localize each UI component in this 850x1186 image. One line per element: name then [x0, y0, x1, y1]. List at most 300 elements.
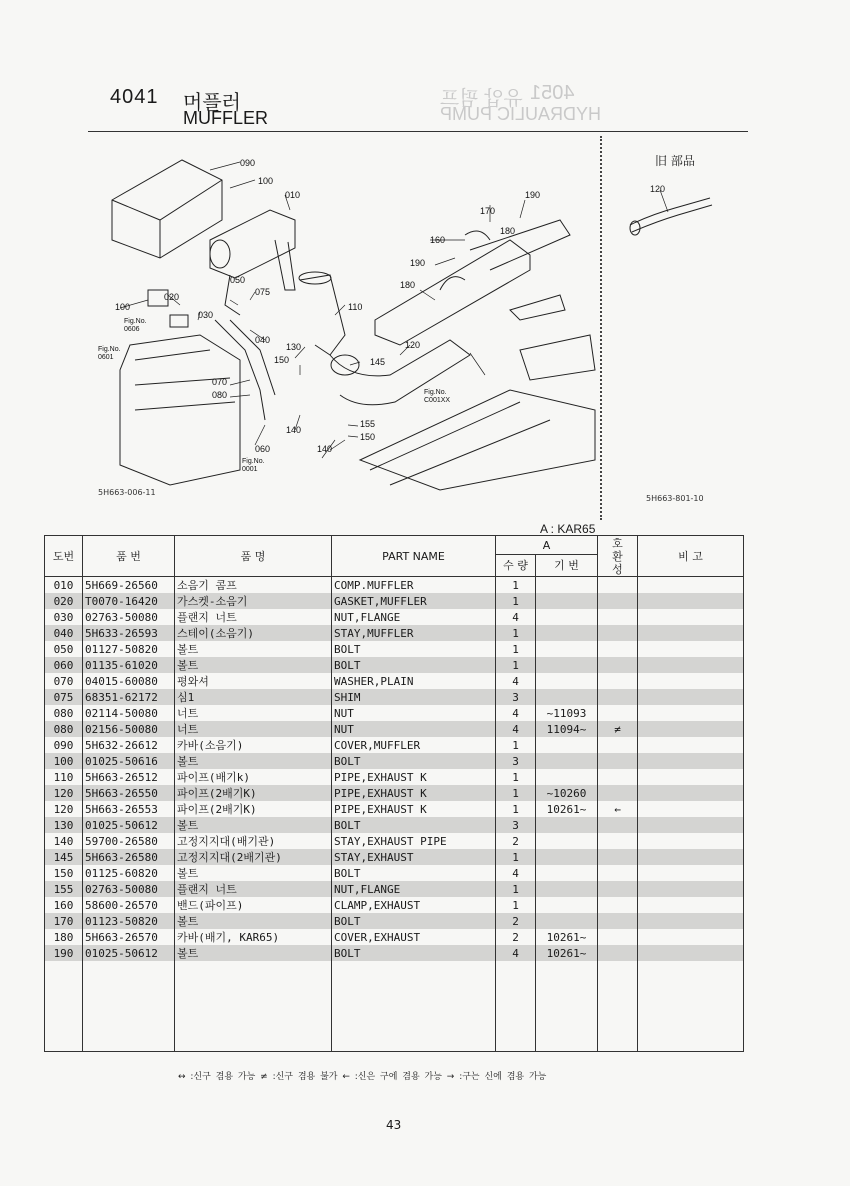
- row-interchange: [598, 929, 638, 945]
- row-name-ko: 스테이(소음기): [175, 625, 332, 641]
- figure-code-right: 5H663-801-10: [646, 494, 704, 503]
- col-header-qty: 수 량: [496, 555, 536, 577]
- clamp-shape: [465, 231, 490, 240]
- old-part-sketch: [620, 180, 730, 240]
- table-row: [45, 785, 744, 801]
- col-header-interchange: 호 환 성: [598, 536, 638, 577]
- row-serial: 11094~: [536, 721, 598, 737]
- exploded-diagram: [90, 140, 600, 510]
- ghost-header-title-en: HYDRAULIC PUMP: [440, 104, 602, 124]
- callout-075: 075: [255, 287, 271, 297]
- col-header-part-name: PART NAME: [332, 536, 496, 577]
- row-serial: ~11093: [536, 705, 598, 721]
- fig-ref-label: Fig.No.: [424, 389, 447, 396]
- parts-table-body: [45, 577, 744, 1052]
- row-interchange: [598, 625, 638, 641]
- table-row: [45, 721, 744, 737]
- callout-120: 120: [405, 340, 421, 350]
- row-qty: 1: [496, 737, 536, 753]
- row-serial: [536, 753, 598, 769]
- callout-180a: 180: [400, 280, 416, 290]
- row-no: 040: [45, 625, 83, 641]
- row-no: 155: [45, 881, 83, 897]
- callout-100a: 100: [258, 176, 274, 186]
- row-qty: 1: [496, 801, 536, 817]
- row-serial: [536, 593, 598, 609]
- callout-150a: 150: [274, 355, 290, 365]
- table-row: [45, 769, 744, 785]
- row-interchange: [598, 577, 638, 594]
- row-part-name: COMP.MUFFLER: [332, 577, 496, 594]
- row-serial: [536, 577, 598, 594]
- exhaust-pipe-2-shape: [330, 340, 470, 405]
- col-header-remarks: 비 고: [638, 536, 744, 577]
- muffler-cover-edge: [112, 180, 222, 220]
- row-remarks: [638, 641, 744, 657]
- callout-080: 080: [212, 390, 228, 400]
- callout-060: 060: [255, 444, 271, 454]
- row-part-no: T0070-16420: [83, 593, 175, 609]
- callout-190a: 190: [525, 190, 541, 200]
- row-name-ko: 볼트: [175, 657, 332, 673]
- row-qty: 2: [496, 913, 536, 929]
- blank-cell: [598, 961, 638, 1052]
- row-part-no: 02763-50080: [83, 881, 175, 897]
- row-qty: 4: [496, 673, 536, 689]
- row-no: 060: [45, 657, 83, 673]
- fig-ref-code: 0601: [98, 354, 114, 361]
- ghost-header-code: 4051: [530, 82, 575, 104]
- model-label: A : KAR65: [540, 522, 596, 536]
- row-serial: [536, 913, 598, 929]
- row-no: 020: [45, 593, 83, 609]
- table-row: [45, 833, 744, 849]
- callout-180b: 180: [500, 226, 516, 236]
- blank-cell: [332, 961, 496, 1052]
- row-qty: 1: [496, 577, 536, 594]
- exhaust-cover-shape: [375, 240, 530, 345]
- row-remarks: [638, 657, 744, 673]
- row-remarks: [638, 801, 744, 817]
- row-part-no: 5H663-26570: [83, 929, 175, 945]
- table-blank-area: [45, 961, 744, 1052]
- row-interchange: [598, 865, 638, 881]
- row-name-ko: 심1: [175, 689, 332, 705]
- row-part-name: BOLT: [332, 753, 496, 769]
- row-part-no: 5H632-26612: [83, 737, 175, 753]
- row-remarks: [638, 897, 744, 913]
- row-remarks: [638, 833, 744, 849]
- row-remarks: [638, 865, 744, 881]
- row-name-ko: 소음기 콤프: [175, 577, 332, 594]
- table-row: [45, 817, 744, 833]
- row-part-name: BOLT: [332, 865, 496, 881]
- row-qty: 2: [496, 833, 536, 849]
- row-no: 075: [45, 689, 83, 705]
- fig-ref-code: 0606: [124, 326, 140, 333]
- row-name-ko: 플랜지 너트: [175, 881, 332, 897]
- row-name-ko: 볼트: [175, 865, 332, 881]
- row-part-no: 02114-50080: [83, 705, 175, 721]
- row-interchange: [598, 769, 638, 785]
- row-remarks: [638, 817, 744, 833]
- row-remarks: [638, 577, 744, 594]
- row-name-ko: 카바(소음기): [175, 737, 332, 753]
- old-pipe-shape: [630, 198, 712, 232]
- ghost-header-title-ko: 유압 펌프: [440, 88, 523, 110]
- table-row: [45, 753, 744, 769]
- table-row: [45, 849, 744, 865]
- row-qty: 1: [496, 769, 536, 785]
- row-no: 050: [45, 641, 83, 657]
- header-rule: [88, 131, 748, 132]
- table-row: [45, 673, 744, 689]
- row-name-ko: 너트: [175, 721, 332, 737]
- row-part-name: NUT: [332, 721, 496, 737]
- row-part-name: BOLT: [332, 913, 496, 929]
- muffler-inlet-shape: [210, 240, 230, 268]
- callout-160: 160: [430, 235, 446, 245]
- row-no: 110: [45, 769, 83, 785]
- callout-010: 010: [285, 190, 301, 200]
- row-remarks: [638, 769, 744, 785]
- row-part-no: 02763-50080: [83, 609, 175, 625]
- fig-ref-code: C001XX: [424, 397, 451, 404]
- row-remarks: [638, 945, 744, 961]
- row-no: 100: [45, 753, 83, 769]
- row-serial: [536, 609, 598, 625]
- row-part-no: 5H663-26580: [83, 849, 175, 865]
- blank-cell: [496, 961, 536, 1052]
- row-qty: 4: [496, 609, 536, 625]
- row-serial: 10261~: [536, 929, 598, 945]
- row-serial: [536, 641, 598, 657]
- col-header-no: 도번: [45, 536, 83, 577]
- row-no: 150: [45, 865, 83, 881]
- row-qty: 4: [496, 865, 536, 881]
- row-serial: [536, 865, 598, 881]
- row-qty: 3: [496, 817, 536, 833]
- row-part-name: NUT,FLANGE: [332, 881, 496, 897]
- row-no: 080: [45, 705, 83, 721]
- row-interchange: [598, 753, 638, 769]
- row-part-no: 5H663-26512: [83, 769, 175, 785]
- section-title-en: MUFFLER: [183, 108, 268, 128]
- row-serial: [536, 833, 598, 849]
- row-interchange: [598, 817, 638, 833]
- row-qty: 3: [496, 689, 536, 705]
- table-row: [45, 737, 744, 753]
- table-row: [45, 913, 744, 929]
- row-interchange: [598, 593, 638, 609]
- row-serial: 10261~: [536, 801, 598, 817]
- row-name-ko: 가스켓-소음기: [175, 593, 332, 609]
- callout-140b: 140: [317, 444, 333, 454]
- row-remarks: [638, 913, 744, 929]
- row-part-name: COVER,MUFFLER: [332, 737, 496, 753]
- row-qty: 1: [496, 849, 536, 865]
- row-name-ko: 볼트: [175, 753, 332, 769]
- row-part-no: 68351-62172: [83, 689, 175, 705]
- callout-145: 145: [370, 357, 386, 367]
- row-part-name: PIPE,EXHAUST K: [332, 769, 496, 785]
- row-part-name: BOLT: [332, 641, 496, 657]
- callout-150b: 150: [360, 432, 376, 442]
- row-name-ko: 볼트: [175, 641, 332, 657]
- callout-040: 040: [255, 335, 271, 345]
- row-part-no: 5H669-26560: [83, 577, 175, 594]
- row-name-ko: 플랜지 너트: [175, 609, 332, 625]
- row-name-ko: 볼트: [175, 817, 332, 833]
- row-qty: 1: [496, 785, 536, 801]
- row-remarks: [638, 673, 744, 689]
- blank-cell: [175, 961, 332, 1052]
- row-part-name: SHIM: [332, 689, 496, 705]
- section-title-ko: 머플러: [183, 92, 241, 114]
- row-part-no: 01025-50612: [83, 817, 175, 833]
- row-qty: 1: [496, 657, 536, 673]
- row-interchange: ≠: [598, 721, 638, 737]
- blank-cell: [83, 961, 175, 1052]
- callout-130: 130: [286, 342, 302, 352]
- callout-170: 170: [480, 206, 496, 216]
- row-serial: [536, 657, 598, 673]
- row-remarks: [638, 721, 744, 737]
- row-part-name: COVER,EXHAUST: [332, 929, 496, 945]
- row-interchange: ←: [598, 801, 638, 817]
- row-no: 120: [45, 801, 83, 817]
- row-interchange: [598, 833, 638, 849]
- row-remarks: [638, 881, 744, 897]
- blank-cell: [638, 961, 744, 1052]
- callout-020: 020: [164, 292, 180, 302]
- row-serial: 10261~: [536, 945, 598, 961]
- row-serial: [536, 769, 598, 785]
- row-name-ko: 파이프(2배기K): [175, 801, 332, 817]
- table-row: [45, 945, 744, 961]
- table-row: [45, 689, 744, 705]
- row-remarks: [638, 737, 744, 753]
- row-qty: 1: [496, 641, 536, 657]
- row-serial: [536, 689, 598, 705]
- interchange-legend: ↔ :신구 겸용 가능 ≠ :신구 겸용 불가 ← :신은 구에 겸용 가능 → :구는 신에 겸용 가능: [178, 1072, 547, 1082]
- table-row: [45, 897, 744, 913]
- figure-code-left: 5H663-006-11: [98, 488, 156, 497]
- row-name-ko: 카바(배기, KAR65): [175, 929, 332, 945]
- row-no: 145: [45, 849, 83, 865]
- row-part-name: PIPE,EXHAUST K: [332, 785, 496, 801]
- row-no: 080: [45, 721, 83, 737]
- callout-155: 155: [360, 419, 376, 429]
- row-remarks: [638, 785, 744, 801]
- exhaust-outlet-shape: [510, 295, 565, 320]
- frame-bracket-shape: [520, 335, 595, 380]
- row-interchange: [598, 913, 638, 929]
- row-serial: [536, 881, 598, 897]
- row-remarks: [638, 753, 744, 769]
- row-interchange: [598, 609, 638, 625]
- row-part-name: BOLT: [332, 657, 496, 673]
- fig-ref-label: Fig.No.: [98, 346, 121, 353]
- row-qty: 4: [496, 705, 536, 721]
- row-serial: [536, 673, 598, 689]
- row-interchange: [598, 641, 638, 657]
- exhaust-cover-seam: [440, 277, 465, 290]
- table-row: [45, 929, 744, 945]
- row-part-no: 04015-60080: [83, 673, 175, 689]
- row-no: 170: [45, 913, 83, 929]
- row-name-ko: 볼트: [175, 913, 332, 929]
- row-no: 010: [45, 577, 83, 594]
- table-row: [45, 625, 744, 641]
- table-row: [45, 865, 744, 881]
- blank-cell: [536, 961, 598, 1052]
- exhaust-pipe-shape: [300, 275, 345, 355]
- row-interchange: [598, 657, 638, 673]
- row-qty: 1: [496, 897, 536, 913]
- muffler-tail-shape: [275, 240, 295, 290]
- row-part-no: 5H663-26550: [83, 785, 175, 801]
- row-part-name: STAY,MUFFLER: [332, 625, 496, 641]
- row-part-no: 01127-50820: [83, 641, 175, 657]
- row-no: 130: [45, 817, 83, 833]
- row-name-ko: 너트: [175, 705, 332, 721]
- frame-shape: [360, 390, 595, 490]
- row-qty: 1: [496, 881, 536, 897]
- row-serial: [536, 737, 598, 753]
- frame-rails-shape: [370, 402, 550, 485]
- row-part-name: STAY,EXHAUST PIPE: [332, 833, 496, 849]
- row-part-no: 01025-50612: [83, 945, 175, 961]
- table-row: [45, 641, 744, 657]
- row-qty: 4: [496, 945, 536, 961]
- row-name-ko: 고정지지대(배기관): [175, 833, 332, 849]
- row-part-name: NUT,FLANGE: [332, 609, 496, 625]
- gasket-shape: [170, 315, 188, 327]
- col-header-part-no: 품 번: [83, 536, 175, 577]
- row-no: 090: [45, 737, 83, 753]
- row-interchange: [598, 705, 638, 721]
- row-part-no: 01025-50616: [83, 753, 175, 769]
- col-header-serial: 기 번: [536, 555, 598, 577]
- table-row: [45, 657, 744, 673]
- row-no: 180: [45, 929, 83, 945]
- callout-100b: 100: [115, 302, 131, 312]
- row-remarks: [638, 625, 744, 641]
- page-number: 43: [386, 1118, 402, 1132]
- blank-cell: [45, 961, 83, 1052]
- row-part-name: BOLT: [332, 817, 496, 833]
- row-part-no: 5H663-26553: [83, 801, 175, 817]
- fig-ref-label: Fig.No.: [124, 318, 147, 325]
- row-interchange: [598, 737, 638, 753]
- row-interchange: [598, 897, 638, 913]
- callout-090: 090: [240, 158, 256, 168]
- row-no: 140: [45, 833, 83, 849]
- row-interchange: [598, 881, 638, 897]
- row-part-name: PIPE,EXHAUST K: [332, 801, 496, 817]
- exhaust-tail-pipe-shape: [470, 220, 570, 270]
- muffler-cover-shape: [112, 160, 222, 258]
- row-qty: 1: [496, 593, 536, 609]
- row-interchange: [598, 945, 638, 961]
- row-name-ko: 파이프(2배기K): [175, 785, 332, 801]
- fig-ref-code: 0001: [242, 466, 258, 473]
- row-serial: ~10260: [536, 785, 598, 801]
- row-serial: [536, 625, 598, 641]
- callout-070: 070: [212, 377, 228, 387]
- row-interchange: [598, 673, 638, 689]
- row-part-no: 02156-50080: [83, 721, 175, 737]
- row-remarks: [638, 593, 744, 609]
- row-part-name: WASHER,PLAIN: [332, 673, 496, 689]
- row-name-ko: 파이프(배기k): [175, 769, 332, 785]
- table-row: [45, 705, 744, 721]
- row-part-no: 58600-26570: [83, 897, 175, 913]
- row-part-name: CLAMP,EXHAUST: [332, 897, 496, 913]
- parts-table: [44, 535, 744, 1052]
- old-part-callout: 120: [650, 184, 666, 194]
- row-part-no: 01125-60820: [83, 865, 175, 881]
- table-row: [45, 881, 744, 897]
- table-row: [45, 593, 744, 609]
- callout-190b: 190: [410, 258, 426, 268]
- row-remarks: [638, 929, 744, 945]
- col-header-group-a: A: [496, 536, 598, 555]
- old-parts-label: 旧 部品: [655, 154, 695, 168]
- fig-ref-label: Fig.No.: [242, 458, 265, 465]
- row-interchange: [598, 849, 638, 865]
- row-no: 030: [45, 609, 83, 625]
- callout-050: 050: [230, 275, 246, 285]
- section-code: 4041: [110, 86, 159, 108]
- callout-140a: 140: [286, 425, 302, 435]
- table-row: [45, 577, 744, 594]
- col-header-name-ko: 품 명: [175, 536, 332, 577]
- row-remarks: [638, 705, 744, 721]
- callout-030: 030: [198, 310, 214, 320]
- row-part-no: 5H633-26593: [83, 625, 175, 641]
- callout-110: 110: [348, 302, 363, 312]
- row-name-ko: 볼트: [175, 945, 332, 961]
- row-qty: 4: [496, 721, 536, 737]
- row-no: 120: [45, 785, 83, 801]
- row-qty: 3: [496, 753, 536, 769]
- row-part-name: NUT: [332, 705, 496, 721]
- row-remarks: [638, 609, 744, 625]
- row-name-ko: 고정지지대(2배기관): [175, 849, 332, 865]
- diagram-divider: [600, 136, 602, 520]
- row-name-ko: 밴드(파이프): [175, 897, 332, 913]
- row-remarks: [638, 689, 744, 705]
- row-part-name: STAY,EXHAUST: [332, 849, 496, 865]
- row-remarks: [638, 849, 744, 865]
- row-part-no: 01123-50820: [83, 913, 175, 929]
- row-part-name: GASKET,MUFFLER: [332, 593, 496, 609]
- row-no: 190: [45, 945, 83, 961]
- table-row: [45, 801, 744, 817]
- row-part-no: 01135-61020: [83, 657, 175, 673]
- row-interchange: [598, 689, 638, 705]
- row-part-name: BOLT: [332, 945, 496, 961]
- table-row: [45, 609, 744, 625]
- row-no: 160: [45, 897, 83, 913]
- exhaust-joint-shape: [331, 355, 359, 375]
- row-no: 070: [45, 673, 83, 689]
- row-part-no: 59700-26580: [83, 833, 175, 849]
- row-interchange: [598, 785, 638, 801]
- row-qty: 2: [496, 929, 536, 945]
